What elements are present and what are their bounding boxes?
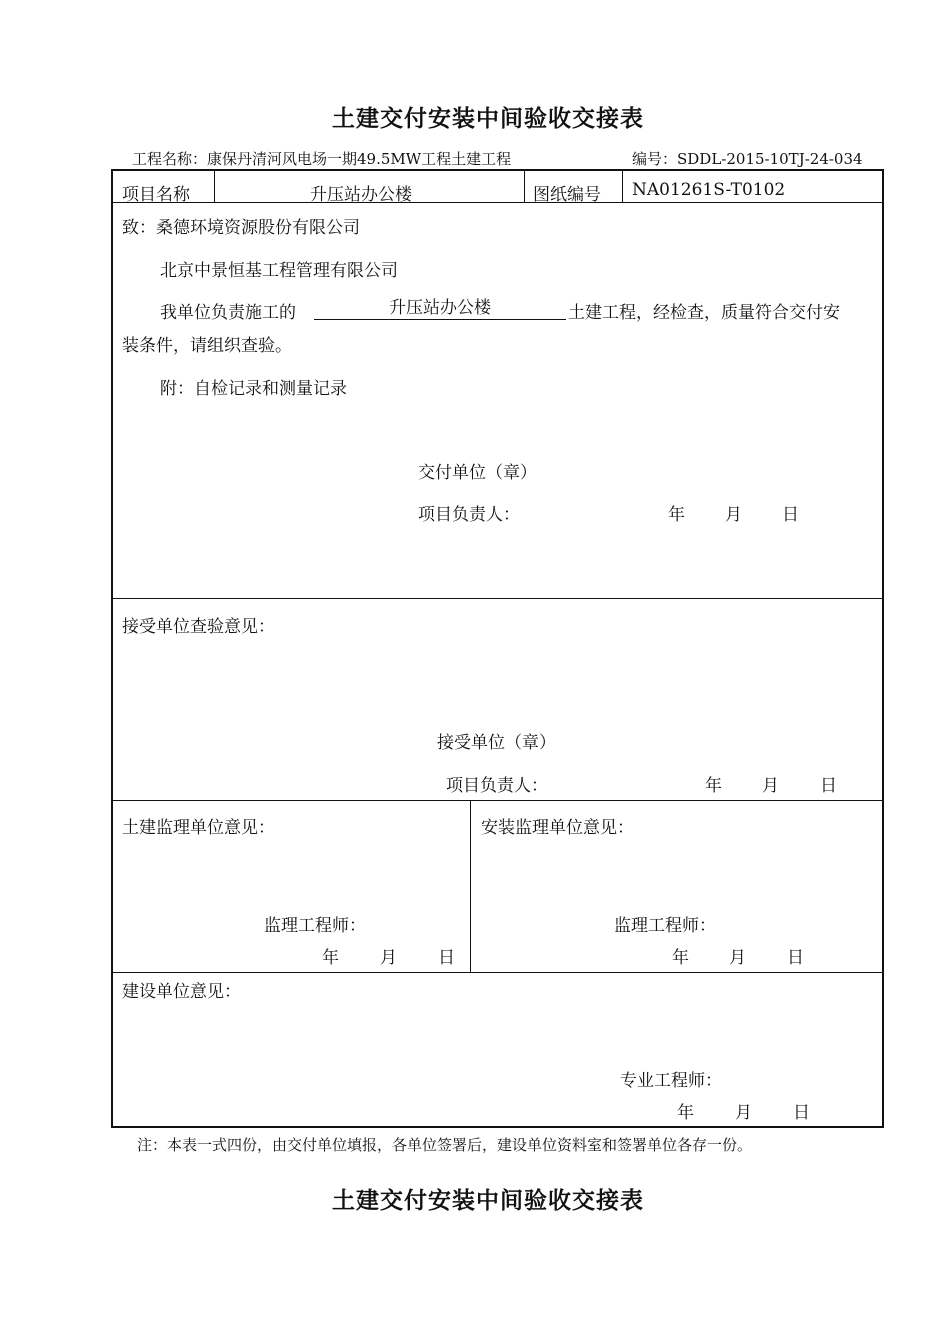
date-day: 日 [793,1103,810,1123]
body-object-underlined: 升压站办公楼 [314,297,566,320]
receive-opinion-label: 接受单位查验意见： [122,617,275,637]
civil-supervising-engineer: 监理工程师： [264,916,366,936]
owner-opinion-label: 建设单位意见： [122,982,241,1002]
divider [524,169,525,202]
divider [111,800,884,801]
deliver-person-label: 项目负责人： [418,505,520,525]
date-year: 年 [668,505,685,525]
install-supervising-engineer: 监理工程师： [614,916,716,936]
body-suffix: 土建工程，经检查，质量符合交付安 [568,303,840,323]
date-month: 月 [725,505,742,525]
divider [470,800,471,972]
item-name-value: 升压站办公楼 [310,185,412,205]
drawing-no-value: NA01261S-T0102 [632,180,786,200]
drawing-no-label: 图纸编号 [533,185,601,205]
date-month: 月 [380,948,397,968]
receive-unit-stamp: 接受单位（章） [437,733,556,753]
divider [622,169,623,202]
item-name-label: 项目名称 [122,185,190,205]
date-month: 月 [762,776,779,796]
addressee-line-2: 北京中景恒基工程管理有限公司 [160,261,398,281]
body-line-2: 装条件，请组织查验。 [122,336,292,356]
date-month: 月 [729,948,746,968]
divider [111,972,884,973]
footer-note: 注：本表一式四份，由交付单位填报，各单位签署后，建设单位资料室和签署单位各存一份。 [137,1136,753,1154]
install-supervision-label: 安装监理单位意见： [481,818,634,838]
date-year: 年 [705,776,722,796]
divider [111,598,884,599]
date-day: 日 [782,505,799,525]
date-day: 日 [787,948,804,968]
receive-person-label: 项目负责人： [446,776,548,796]
civil-supervision-label: 土建监理单位意见： [122,818,275,838]
divider [214,169,215,202]
page-title: 土建交付安装中间验收交接表 [332,105,644,132]
date-day: 日 [820,776,837,796]
deliver-unit-stamp: 交付单位（章） [418,463,537,483]
date-day: 日 [438,948,455,968]
divider [111,202,884,203]
attachment-line: 附：自检记录和测量记录 [160,379,347,399]
document-number: 编号：SDDL-2015-10TJ-24-034 [632,150,863,168]
project-name: 工程名称：康保丹清河风电场一期49.5MW工程土建工程 [132,150,512,168]
body-prefix: 我单位负责施工的 [160,303,296,323]
page-title-repeat: 土建交付安装中间验收交接表 [332,1187,644,1214]
date-year: 年 [322,948,339,968]
professional-engineer-label: 专业工程师： [620,1071,722,1091]
addressee-line: 致：桑德环境资源股份有限公司 [122,218,360,238]
date-month: 月 [735,1103,752,1123]
date-year: 年 [672,948,689,968]
date-year: 年 [677,1103,694,1123]
